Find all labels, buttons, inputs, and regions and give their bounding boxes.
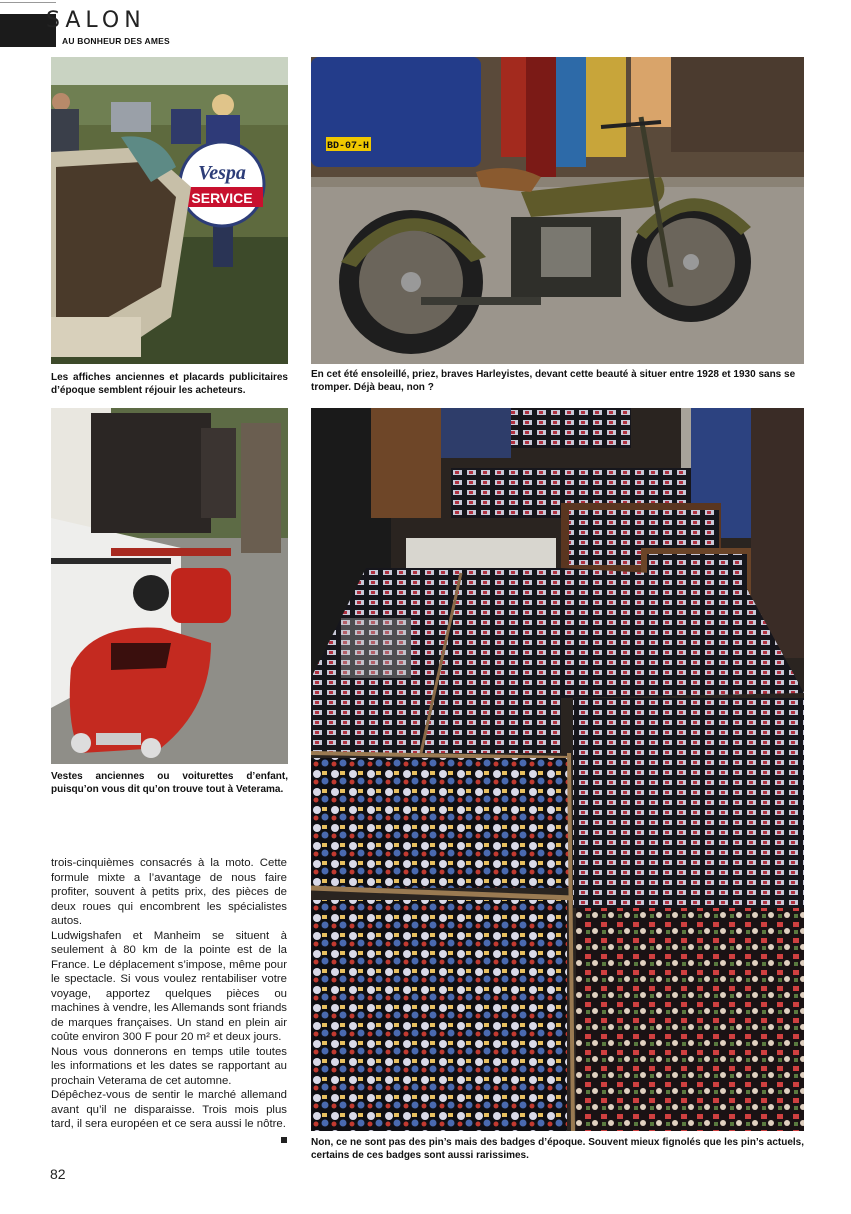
- article-paragraph-2: Ludwigshafen et Manheim se situent à seulement à 80 km de la pointe est de la France. Le déplacement s’impose, même pour le spectacle. Si vous voulez rentabiliser votre voyage, apportez quelques pièces ou machines à vendre, les Allemands sont friands de marques françaises. Un stand en plein air coûte environ 300 F pour 20 m² et deux jours.: [51, 929, 287, 1043]
- article-paragraph-4: [51, 1088, 287, 1132]
- vespa-sign-photo: [51, 57, 288, 364]
- header-rule: [0, 2, 56, 3]
- article-body: [51, 856, 287, 1143]
- pedal-cars-caption: Vestes anciennes ou voiturettes d’enfant, puisqu’on vous dit qu’on trouve tout à Veterama.: [51, 771, 288, 795]
- article-paragraph-3: Nous vous donnerons en temps utile toutes les informations et les dates se rapportant au prochain Veterama de cet automne.: [51, 1045, 287, 1087]
- section-subtitle: AU BONHEUR DES AMES: [62, 36, 170, 46]
- badges-caption: Non, ce ne sont pas des pin’s mais des badges d’époque. Souvent mieux fignolés que les pin’s actuels, certains de ces badges sont aussi rarissimes.: [311, 1137, 804, 1161]
- end-of-article-mark: [281, 1137, 287, 1143]
- section-title: SALON: [46, 8, 146, 33]
- vespa-sign-service: SERVICE: [191, 190, 253, 206]
- harley-photo: [311, 57, 804, 364]
- page-number: 82: [50, 1166, 66, 1182]
- badges-photo: [311, 408, 804, 1131]
- article-paragraph-1: trois-cinquièmes consacrés à la moto. Cette formule mixte a l’avantage de nous faire profiter, souvent à petits prix, des pièces de deux roues qui encombrent les spécialistes autos.: [51, 857, 287, 927]
- article-paragraph-4-text: Dépêchez-vous de sentir le marché allemand avant qu’il ne disparaisse. Trois mois plus tard, il sera européen et ce sera aussi le nôtre.: [51, 1089, 287, 1130]
- license-plate: BD-07-H: [326, 141, 370, 152]
- harley-caption: En cet été ensoleillé, priez, braves Harleyistes, devant cette beauté à situer entre 1928 et 1930 sans se tromper. Déjà beau, non ?: [311, 369, 796, 393]
- pedal-cars-photo: [51, 408, 288, 764]
- vespa-sign-logo: Vespa: [198, 162, 246, 184]
- vespa-caption: Les affiches anciennes et placards publicitaires d’époque semblent réjouir les acheteurs.: [51, 372, 288, 396]
